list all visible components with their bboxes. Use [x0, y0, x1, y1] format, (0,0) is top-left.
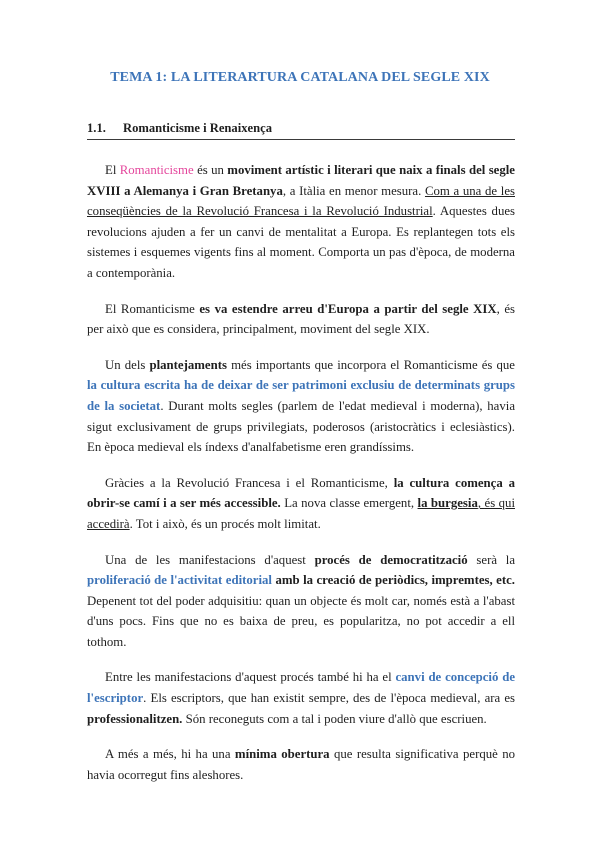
paragraph-1 [87, 160, 515, 284]
text: El Romanticisme [105, 301, 200, 316]
paragraph-7 [87, 744, 515, 785]
bold-text: mínima obertura [234, 747, 330, 762]
text: que resulta significativa perquè no havia ocorregut fins aleshores. [87, 747, 515, 782]
text: Una de les manifestacions d'aquest [105, 552, 315, 567]
text: és un [193, 163, 228, 177]
paragraph-2 [87, 299, 515, 340]
section-heading [87, 121, 515, 140]
text: . Tot i això, és un procés molt limitat. [129, 516, 321, 531]
text: Un dels [105, 357, 150, 372]
text: A més a més, hi ha una [105, 747, 235, 762]
bold-text: professionalitzen. [87, 711, 183, 726]
bold-underlined-text: la burgesia [417, 496, 478, 511]
underlined-text: és qui accedirà [87, 496, 515, 531]
page-title: TEMA 1: LA LITERARTURA CATALANA DEL SEGLE XIX [110, 70, 490, 85]
text: més importants que incorpora el Romanticisme és que [226, 357, 515, 372]
underlined-text: , [477, 496, 485, 511]
bold-text: procés de democratització [314, 552, 468, 567]
paragraph-5 [87, 550, 515, 653]
text: Depenent tot del poder adquisitiu: quan un objecte és molt car, només està a l'abast d'uns pocs. Fins que no es baixa de preu, es popularitza, no pot accedir a ell tothom. [87, 593, 515, 649]
text: Entre les manifestacions d'aquest procés també hi ha el [105, 670, 396, 685]
text: Són reconeguts com a tal i poden viure d'allò que escriuen. [182, 711, 487, 726]
bold-text: moviment artístic i literari que naix a finals del segle XVIII a Alemanya i Gran Bretanya [87, 163, 515, 198]
paragraph-4 [87, 473, 515, 535]
paragraph-3 [87, 355, 515, 458]
text: serà la [467, 552, 516, 567]
document-body [87, 160, 515, 800]
text: La nova classe emergent, [280, 496, 418, 511]
text: El [105, 163, 120, 177]
text: . Els escriptors, que han existit sempre, des de l'època medieval, ara es [143, 691, 515, 706]
bold-text: plantejaments [149, 357, 227, 372]
paragraph-6 [87, 667, 515, 729]
highlight-text: la cultura escrita ha de deixar de ser patrimoni exclusiu de determinats grups de la societat [87, 378, 515, 413]
highlight-text: proliferació de l'activitat editorial [87, 573, 272, 588]
text: , a Itàlia en menor mesura. [282, 183, 425, 198]
underlined-text: Com a una de les conseqüències de la Revolució Francesa i la Revolució Industrial [87, 183, 515, 219]
section-title: Romanticisme i Renaixença [123, 121, 273, 135]
highlight-text: canvi de concepció de l'escriptor [87, 670, 515, 706]
text: . Aquestes dues revolucions ajuden a fer un canvi de mentalitat a Europa. Es replantegen tots els sistemes i esquemes vigents fins al moment. Comporta un pas d'època, de moderna a contemporània. [87, 204, 515, 280]
section-number: 1.1. [87, 121, 106, 135]
bold-text: es va estendre arreu d'Europa a partir del segle XIX [199, 301, 497, 316]
term-romanticisme: Romanticisme [119, 163, 194, 177]
text: Gràcies a la Revolució Francesa i el Romanticisme, [105, 475, 394, 490]
text: . Durant molts segles (parlem de l'edat medieval i moderna), havia sigut exclusivament de grups privilegiats, poderosos (aristocràtics i eclesiàstics). En època medieval els índexs d'analfabetisme eren grandíssims. [87, 398, 515, 455]
bold-text: amb la creació de periòdics, impremtes, etc. [275, 573, 515, 588]
bold-text: la cultura comença a obrir-se camí i a ser més accessible. [87, 475, 515, 511]
text: , és per això que es considera, principalment, moviment del segle XIX. [87, 301, 515, 337]
